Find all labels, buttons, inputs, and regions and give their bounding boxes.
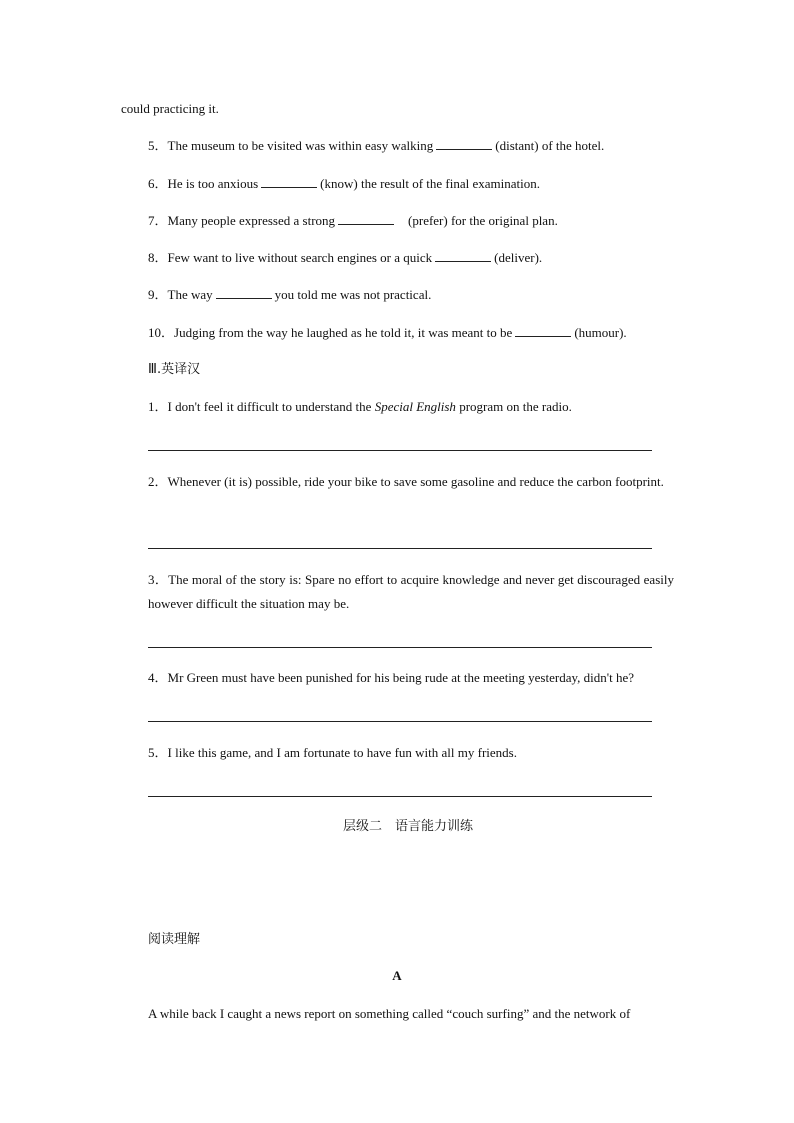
question-number: 10． — [148, 325, 175, 340]
translation-item-4 — [148, 670, 634, 686]
question-7 — [148, 213, 558, 229]
item-text: Mr Green must have been punished for his being rude at the meeting yesterday, didn't he? — [167, 670, 634, 685]
question-text-after: (know) the result of the final examination. — [320, 176, 541, 191]
question-8 — [148, 250, 542, 266]
answer-blank[interactable] — [216, 287, 272, 299]
question-text-before: Judging from the way he laughed as he told it, it was meant to be — [174, 325, 513, 340]
answer-line[interactable] — [148, 796, 652, 797]
question-text-before: He is too anxious — [167, 176, 259, 191]
passage-first-line: A while back I caught a news report on something called “couch surfing” and the network of — [148, 1006, 631, 1021]
question-number: 7． — [148, 213, 168, 228]
question-text-after: (deliver). — [494, 250, 543, 265]
answer-line[interactable] — [148, 548, 652, 549]
question-text-after: you told me was not practical. — [274, 287, 432, 302]
question-text-after: (prefer) for the original plan. — [408, 213, 558, 228]
answer-blank[interactable] — [436, 138, 492, 150]
item-text-after: program on the radio. — [459, 399, 572, 414]
question-5 — [148, 138, 604, 154]
question-number: 8． — [148, 250, 168, 265]
answer-line[interactable] — [148, 721, 652, 722]
item-text: Whenever (it is) possible, ride your bike to save some gasoline and reduce the carbon footprint. — [167, 474, 664, 489]
item-text: The moral of the story is: Spare no effort to acquire knowledge and never get discouraged easily however difficult the situation may be. — [148, 572, 674, 611]
translation-item-5 — [148, 745, 517, 761]
question-9 — [148, 287, 431, 303]
question-number: 5． — [148, 138, 168, 153]
question-10 — [148, 325, 627, 341]
continuation-text: could practicing it. — [121, 101, 219, 116]
question-number: 9． — [148, 287, 168, 302]
answer-line[interactable] — [148, 450, 652, 451]
question-text-after: (humour). — [574, 325, 627, 340]
answer-blank[interactable] — [338, 213, 394, 225]
question-text-before: Many people expressed a strong — [167, 213, 336, 228]
item-number: 1． — [148, 399, 168, 414]
question-number: 6． — [148, 176, 168, 191]
item-number: 2． — [148, 474, 168, 489]
reading-heading: 阅读理解 — [148, 932, 201, 947]
answer-line[interactable] — [148, 647, 652, 648]
item-number: 3． — [148, 572, 169, 587]
level-heading: 层级二 语言能力训练 — [342, 819, 473, 834]
question-text-before: The museum to be visited was within easy walking — [167, 138, 434, 153]
passage-label: A — [392, 968, 402, 983]
item-text-before: I don't feel it difficult to understand the — [167, 399, 372, 414]
item-text: I like this game, and I am fortunate to have fun with all my friends. — [167, 745, 517, 760]
question-text-before: The way — [167, 287, 213, 302]
item-number: 4． — [148, 670, 168, 685]
section-heading: Ⅲ.英译汉 — [148, 362, 201, 377]
question-text-after: (distant) of the hotel. — [495, 138, 605, 153]
translation-item-3 — [121, 568, 674, 616]
translation-item-1 — [148, 399, 572, 415]
item-number: 5． — [148, 745, 168, 760]
answer-blank[interactable] — [435, 250, 491, 262]
answer-blank[interactable] — [261, 176, 317, 188]
item-text-italic: Special English — [374, 399, 456, 414]
translation-item-2 — [121, 470, 674, 494]
question-6 — [148, 176, 540, 192]
answer-blank[interactable] — [515, 325, 571, 337]
question-text-before: Few want to live without search engines or a quick — [167, 250, 433, 265]
